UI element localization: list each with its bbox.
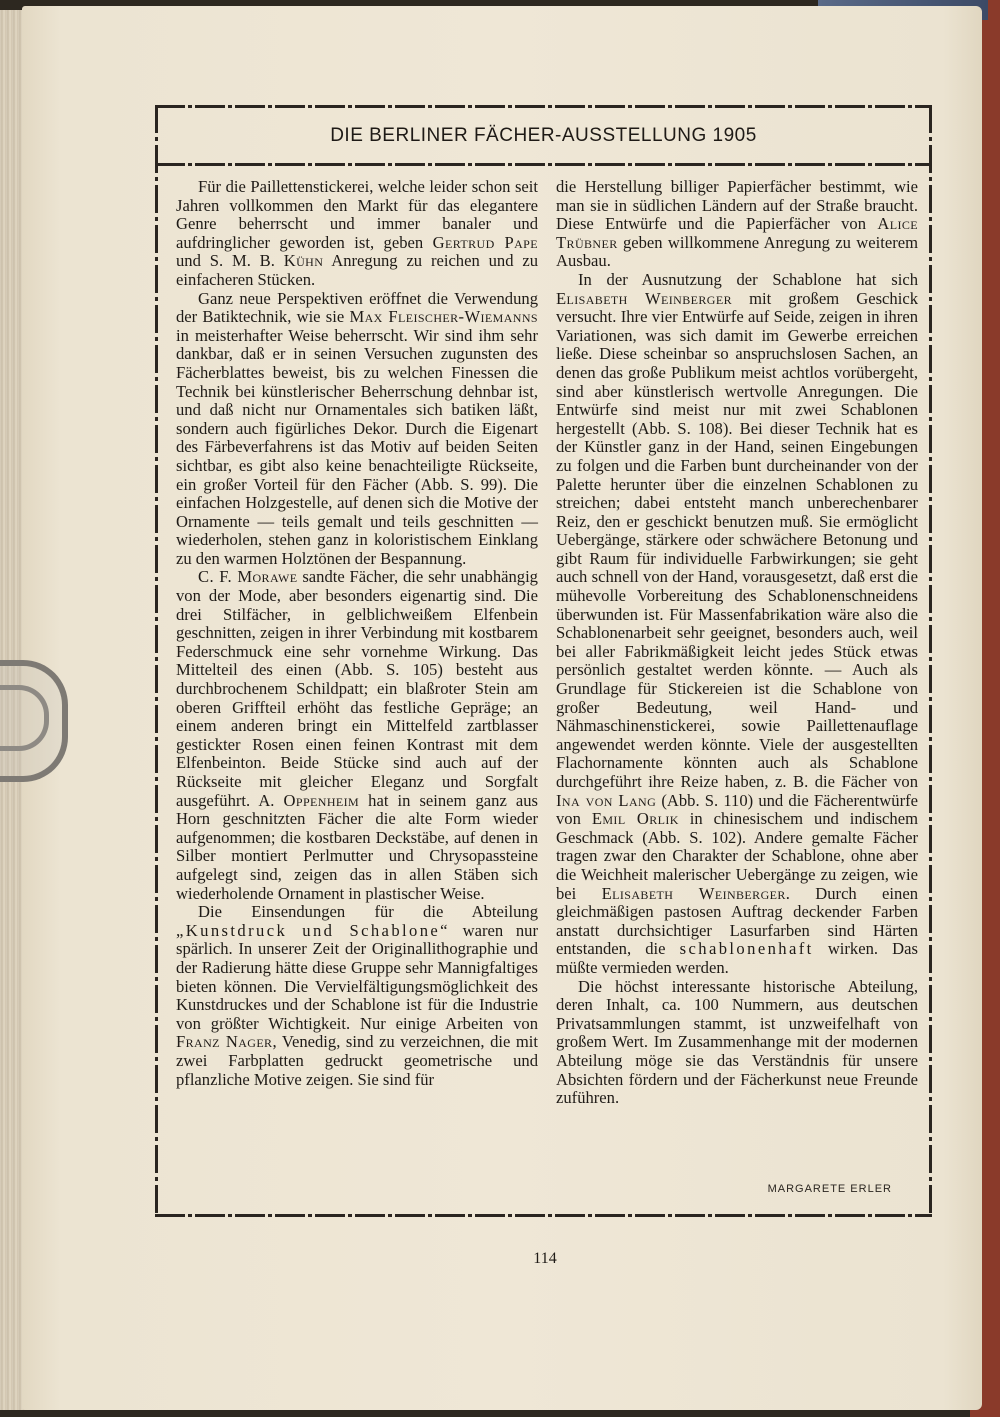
frame-bottom-border — [155, 1214, 932, 1217]
frame-left-border — [155, 105, 158, 1217]
left-column — [176, 178, 538, 1089]
paragraph: Ganz neue Perspektiven eröffnet die Verwendung der Batiktechnik, wie sie Max Fleischer-Wiemanns in meisterhafter Weise beherrscht. Wir sind ihm sehr dankbar, daß er in seinen Versuchen zugunsten des Fächerblattes beweist, bis zu welchen Finessen die Technik bei künstlerischer Beherrschung dehnbar ist, und daß nicht nur Ornamentales sich batiken läßt, sondern auch figürliches Dekor. Durch die Eigenart des Färbeverfahrens ist das Motiv auf beiden Seiten sichtbar, es gibt also keine benachteiligte Rückseite, ein großer Vorteil für den Fächer (Abb. S. 99). Die einfachen Holzgestelle, auf denen sich die Motive der Ornamente — teils gemalt und teils geschnitten — wiederholen, stehen ganz in koloristischem Einklang zu den warmen Holztönen der Bespannung. — [176, 288, 538, 568]
paragraph: Die höchst interessante historische Abteilung, deren Inhalt, ca. 100 Nummern, aus deutschen Privatsammlungen stammt, ist unzweifelhaft von großem Wert. Im Zusammenhange mit der modernen Abteilung möge sie das Verständnis für unsere Absichten fördern und der Fächerkunst neue Freunde zuführen. — [556, 976, 918, 1108]
frame-header-divider — [155, 163, 932, 166]
paragraph: die Herstellung billiger Papierfächer bestimmt, wie man sie in südlichen Ländern auf der Straße braucht. Diese Entwürfe und die Papierfächer von Alice Trübner geben willkommene Anregung zu weiterem Ausbau. — [556, 177, 918, 271]
frame-right-border — [929, 105, 932, 1217]
paragraph: In der Ausnutzung der Schablone hat sich Elisabeth Weinberger mit großem Geschick versucht. Ihre vier Entwürfe auf Seide, zeigen in ihren Variationen, was sich damit im Gewerbe erreichen ließe. Diese scheinbar so anspruchslosen Sachen, an denen das große Publikum meist achtlos vorübergeht, sind aber künstlerisch wertvolle Anregungen. Die Entwürfe sind meist nur mit zwei Schablonen hergestellt (Abb. S. 108). Bei dieser Technik hat es der Künstler ganz in der Hand, seinen Eingebungen zu folgen und die Farben bunt durcheinander von der Palette herunter über die einzelnen Schablonen zu streichen; dabei entsteht manch unberechenbarer Reiz, den er geschickt benutzen muß. Sie ermöglicht Uebergänge, stärkere oder schwächere Betonung und gibt Raum für individuelle Farbwirkungen; sie geht auch schnell von der Hand, vorausgesetzt, daß erst die mühevolle Vorbereitung des Schablonenschneidens überwunden ist. Für Massenfabrikation wäre also die Schablonenarbeit sehr geeignet, besonders auch, weil bei aller Fabrikmäßigkeit leicht jedes Stück etwas persönlich gestaltet werden könnte. — Auch als Grundlage für Stickereien ist die Schablone von großer Bedeutung, weil Hand- und Nähmaschinenstickerei, sowie Paillettenauflage angewendet werden könnte. Viele der ausgestellten Flachornamente könnten auch als Schablone durchgeführt ihre Reize haben, z. B. die Fächer von Ina von Lang (Abb. S. 110) und die Fächerentwürfe von Emil Orlik in chinesischem und indischem Geschmack (Abb. S. 102). Andere gemalte Fächer tragen zwar den Charakter der Schablone, ohne aber die Weichheit malerischer Uebergänge zu zeigen, wie bei Elisabeth Weinberger. Durch einen gleichmäßigen pastosen Auftrag deckender Farben anstatt durchsichtiger Lasurfarben sind Härten entstanden, die schablonenhaft wirken. Das müßte vermieden werden. — [556, 269, 918, 977]
page-title: DIE BERLINER FÄCHER-AUSSTELLUNG 1905 — [330, 125, 757, 146]
page-number: 114 — [533, 1250, 557, 1267]
author-signature: MARGARETE ERLER — [767, 1183, 892, 1195]
right-column — [556, 178, 918, 1108]
frame-top-border — [155, 105, 932, 108]
paragraph: Die Einsendungen für die Abteilung „Kunstdruck und Schablone“ waren nur spärlich. In unserer Zeit der Originallithographie und der Radierung hätte diese Gruppe sehr Mannigfaltiges bieten können. Die Vervielfältigungsmöglichkeit des Kunstdruckes und der Schablone ist für die Industrie von größter Wichtigkeit. Nur einige Arbeiten von Franz Nager, Venedig, sind zu verzeichnen, die mit zwei Farbplatten gedruckt geometrische und pflanzliche Motive zeigen. Sie sind für — [176, 902, 538, 1089]
paragraph: C. F. Morawe sandte Fächer, die sehr unabhängig von der Mode, aber besonders eigenartig sind. Die drei Stilfächer, in gelblichweißem Elfenbein geschnitten, zeigen in ihrer Verbindung mit kostbarem Federschmuck eine sehr vornehme Wirkung. Das Mittelteil des einen (Abb. S. 105) besteht aus durchbrochenem Schildpatt; ein blaßroter Stein am oberen Griffteil erhöht das festliche Gepräge; an einem anderen bringt ein Mittelfeld zartblasser gestickter Rosen einen feinen Kontrast mit dem Elfenbeinton. Beide Stücke sind auch auf der Rückseite mit gleicher Eleganz und Sorgfalt ausgeführt. A. Oppenheim hat in seinem ganz aus Horn geschnitzten Fächer die alte Form wieder aufgenommen; die kostbaren Deckstäbe, auf denen in Silber montiert Perlmutter und Chrysopassteine aufgelegt sind, zeigen das in allen Stäben sich wiederholende Ornament in plastischer Weise. — [176, 567, 538, 903]
paragraph: Für die Paillettenstickerei, welche leider schon seit Jahren vollkommen den Markt für das elegantere Genre beherrscht und immer banaler und aufdringlicher geworden ist, geben Gertrud Pape und S. M. B. Kühn Anregung zu reichen und zu einfacheren Stücken. — [176, 177, 538, 289]
